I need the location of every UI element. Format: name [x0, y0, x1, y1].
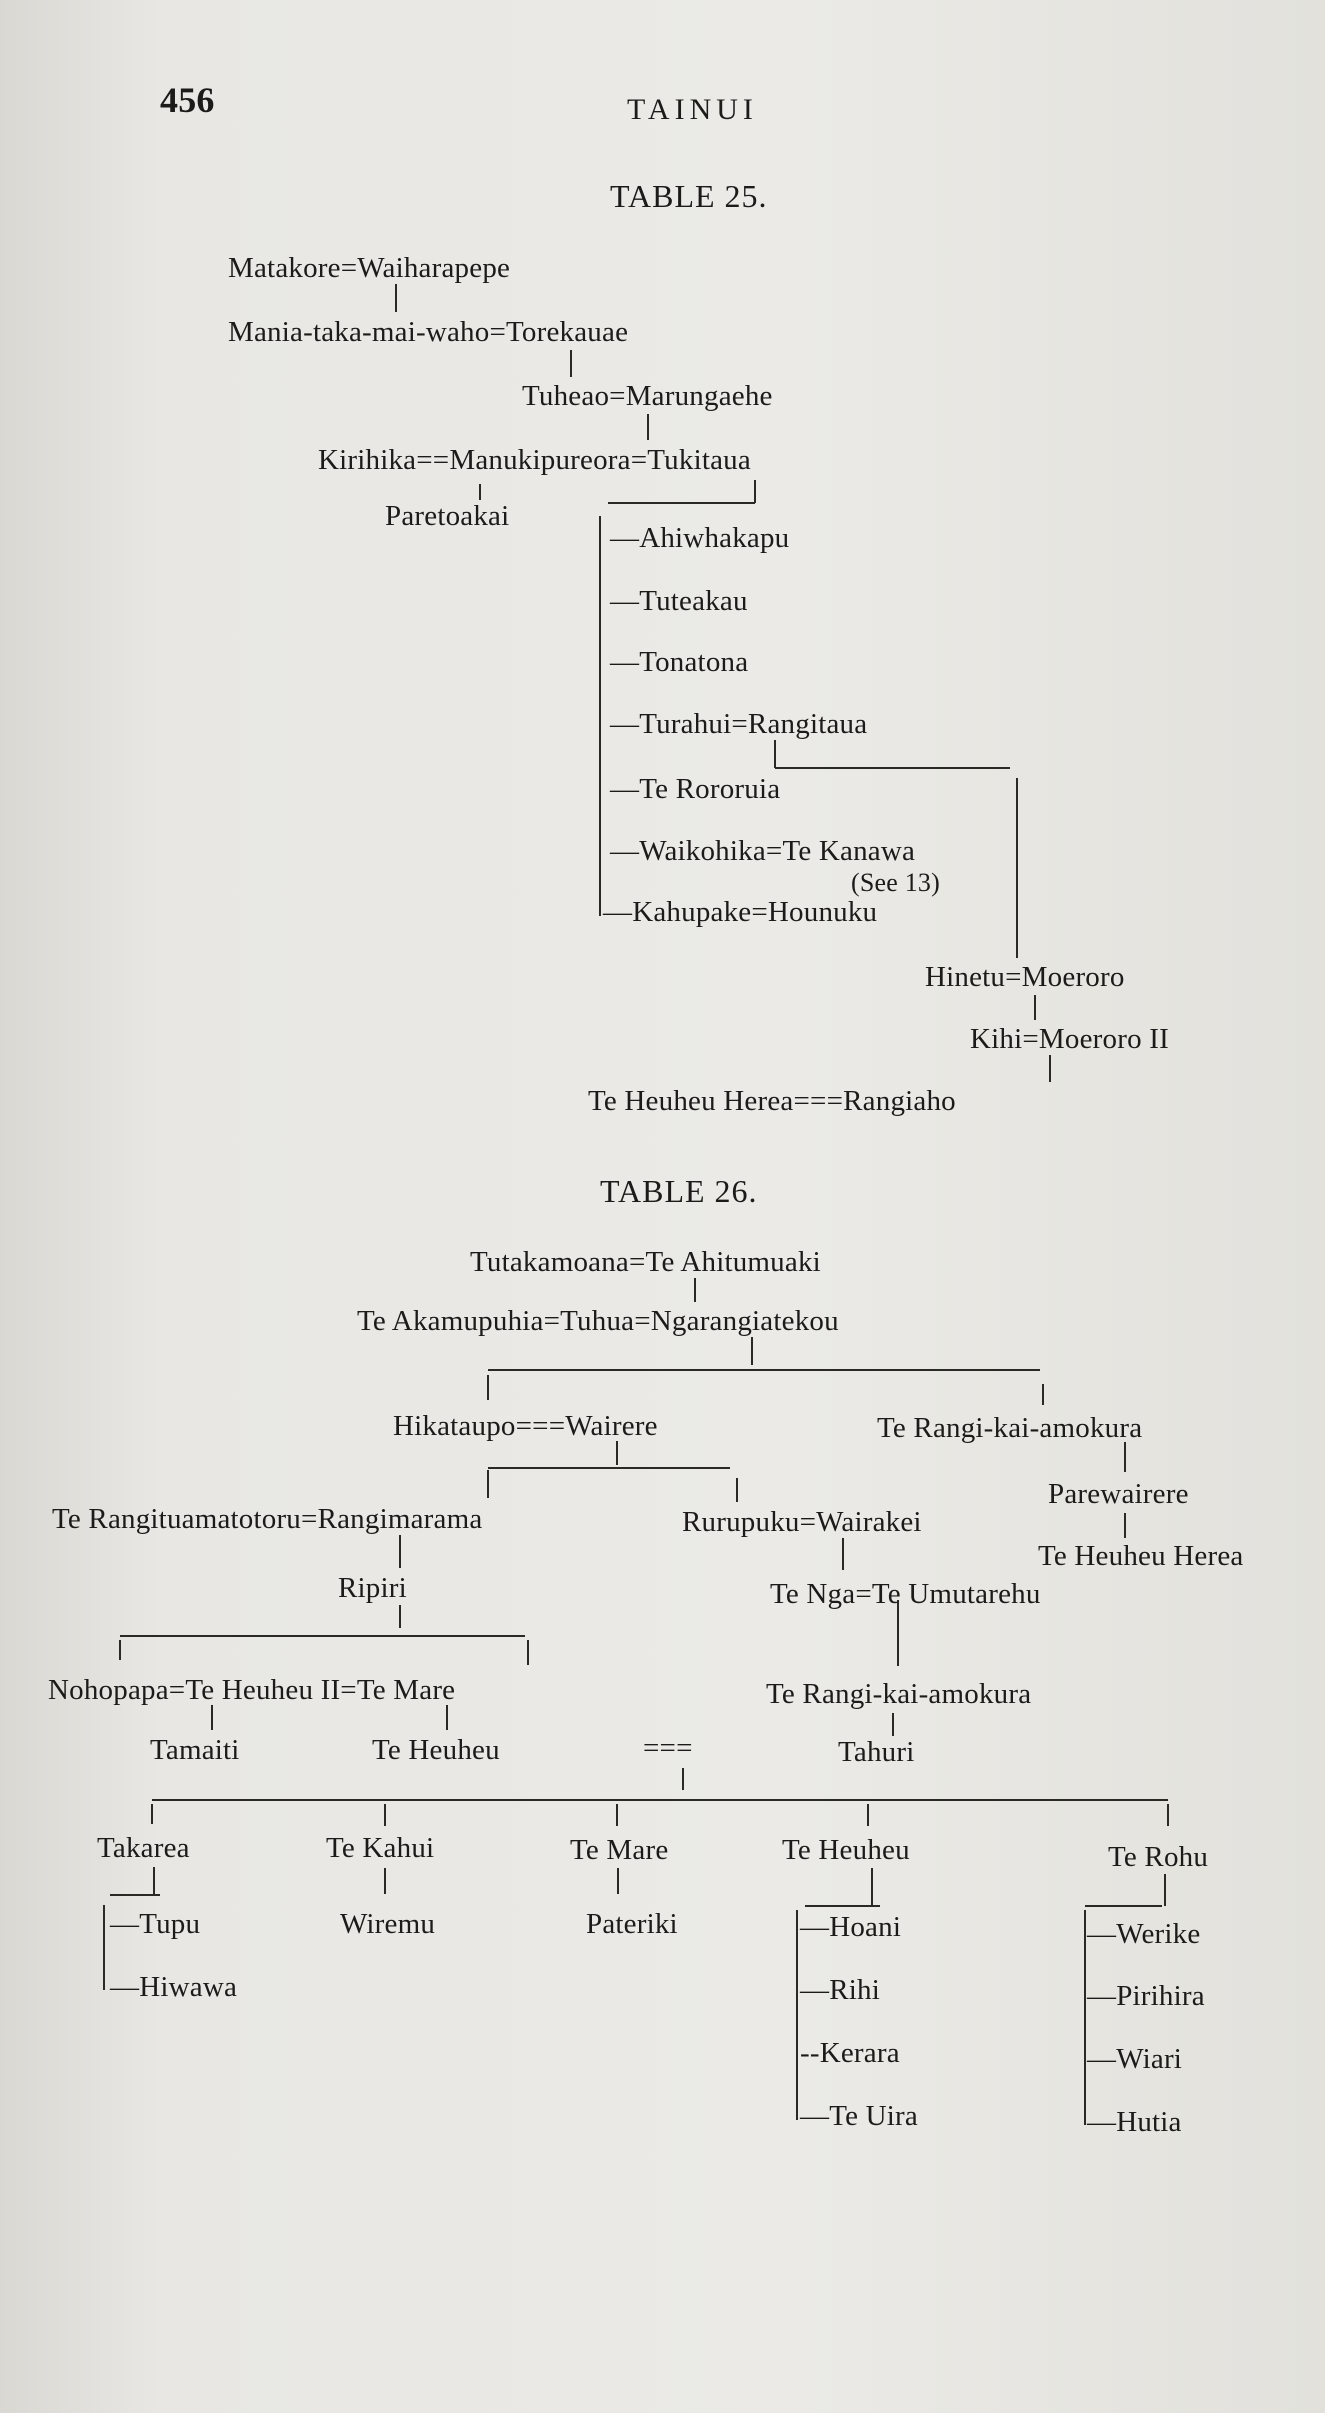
t25-kihi: Kihi=Moeroro II — [970, 1023, 1169, 1055]
t26-rangikaiamokura-2: Te Rangi-kai-amokura — [766, 1678, 1032, 1710]
t26-akamupuhia: Te Akamupuhia=Tuhua=Ngarangiatekou — [357, 1305, 839, 1337]
t25-tonatona: —Tonatona — [610, 646, 749, 678]
child-teheuheu: Te Heuheu — [782, 1834, 910, 1866]
grandchild-pirihira: —Pirihira — [1087, 1980, 1205, 2012]
child-temare: Te Mare — [570, 1834, 669, 1866]
table25-caption: TABLE 25. — [610, 178, 768, 214]
t26-tamaiti: Tamaiti — [150, 1734, 240, 1766]
t25-turahui: —Turahui=Rangitaua — [610, 708, 868, 740]
t26-tenga: Te Nga=Te Umutarehu — [770, 1578, 1041, 1610]
t26-triple-equals: === — [643, 1732, 693, 1764]
t25-paretoakai: Paretoakai — [385, 500, 510, 532]
child-takarea: Takarea — [97, 1832, 190, 1864]
grandchild-hoani: —Hoani — [800, 1911, 902, 1943]
t26-parewairere: Parewairere — [1048, 1478, 1189, 1510]
page-number: 456 — [160, 80, 215, 120]
grandchild-rihi: —Rihi — [800, 1974, 880, 2006]
t26-ripiri: Ripiri — [338, 1572, 407, 1604]
t26-tutakamoana: Tutakamoana=Te Ahitumuaki — [470, 1246, 821, 1278]
t25-waikohika: —Waikohika=Te Kanawa — [610, 835, 916, 867]
t26-rurupuku: Rurupuku=Wairakei — [682, 1506, 922, 1538]
grandchild-teuira: —Te Uira — [800, 2100, 918, 2132]
t25-matakore: Matakore=Waiharapepe — [228, 252, 511, 284]
t25-mania: Mania-taka-mai-waho=Torekauae — [228, 316, 629, 348]
t25-terororuia: —Te Rororuia — [610, 773, 781, 805]
grandchild-hiwawa: —Hiwawa — [110, 1971, 238, 2003]
t25-tuheao: Tuheao=Marungaehe — [522, 380, 773, 412]
grandchild-wiremu: Wiremu — [340, 1908, 436, 1940]
t25-tuteakau: —Tuteakau — [610, 585, 748, 617]
t25-hinetu: Hinetu=Moeroro — [925, 961, 1125, 993]
t25-kirihika: Kirihika==Manukipureora=Tukitaua — [318, 444, 751, 476]
grandchild-wiari: —Wiari — [1087, 2043, 1183, 2075]
child-tekahui: Te Kahui — [326, 1832, 435, 1864]
t25-kahupake: —Kahupake=Hounuku — [603, 896, 878, 928]
grandchild-hutia: —Hutia — [1087, 2106, 1182, 2138]
grandchild-pateriki: Pateriki — [586, 1908, 678, 1940]
grandchild-kerara: --Kerara — [800, 2037, 900, 2069]
t26-teheuheu: Te Heuheu — [372, 1734, 500, 1766]
t25-ahiwhakapu: —Ahiwhakapu — [610, 522, 790, 554]
t26-teheuheu-herea: Te Heuheu Herea — [1038, 1540, 1244, 1572]
t25-see13: (See 13) — [851, 868, 940, 897]
grandchild-werike: —Werike — [1087, 1918, 1201, 1950]
t26-rangikaiamokura-1: Te Rangi-kai-amokura — [877, 1412, 1143, 1444]
grandchild-tupu: —Tupu — [110, 1908, 201, 1940]
t26-hikataupo: Hikataupo===Wairere — [393, 1410, 658, 1442]
t26-rangituamatotoru: Te Rangituamatotoru=Rangimarama — [52, 1503, 483, 1535]
running-title: TAINUI — [627, 93, 758, 126]
t26-nohopapa: Nohopapa=Te Heuheu II=Te Mare — [48, 1674, 456, 1706]
t25-teheuheu-herea: Te Heuheu Herea===Rangiaho — [588, 1085, 956, 1117]
table26-caption: TABLE 26. — [600, 1173, 758, 1209]
child-terohu: Te Rohu — [1108, 1841, 1209, 1873]
t26-tahuri: Tahuri — [838, 1736, 915, 1768]
